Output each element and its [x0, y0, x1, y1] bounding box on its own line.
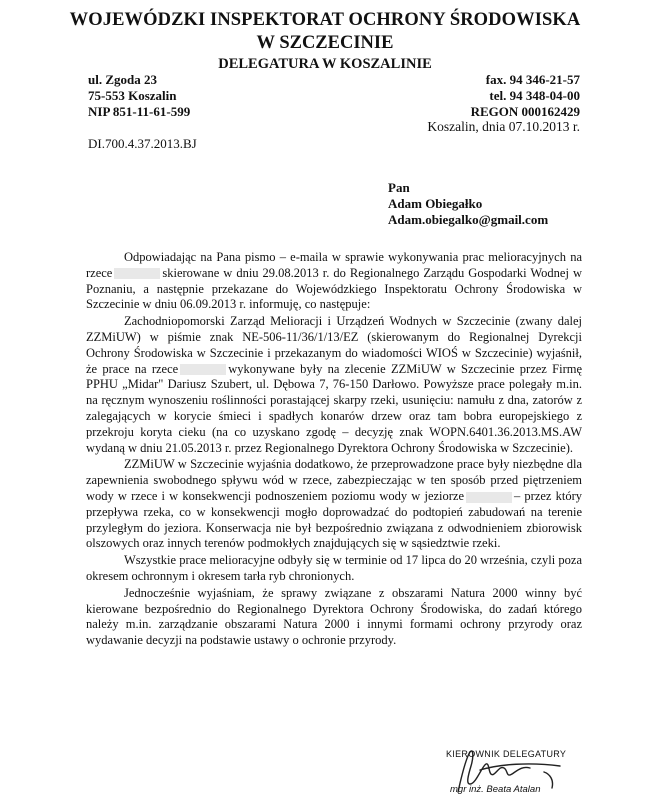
delegation-name: DELEGATURA W KOSZALINIE: [218, 56, 432, 72]
contact-block: [440, 72, 580, 120]
institution-city: W SZCZECINIE: [256, 33, 394, 53]
reference-number: DI.700.4.37.2013.BJ: [88, 136, 197, 151]
redaction: [114, 268, 160, 279]
redaction: [466, 492, 512, 503]
address-block: [88, 72, 190, 120]
postal-city: 75-553 Koszalin: [88, 88, 177, 103]
paragraph: Jednocześnie wyjaśniam, że sprawy związane z obszarami Natura 2000 winny być kierowane bezpośrednio do Regionalnego Dyrektora Ochrony Środowiska, do zadań którego należy m.in. zarządzanie obszarami Natura 2000 i innymi formami ochrony przyrody oraz wydawanie decyzji na podstawie ustawy o ochronie przyrody.: [86, 585, 582, 648]
letter-date: Koszalin, dnia 07.10.2013 r.: [427, 119, 580, 134]
stamp-title: KIEROWNIK DELEGATURY: [446, 749, 567, 759]
stamp-name: mgr inż. Beata Atalan: [450, 784, 541, 795]
signature-stamp: [440, 744, 590, 800]
paragraph: Odpowiadając na Pana pismo – e-maila w sprawie wykonywania prac melioracyjnych na rzece skierowane w dniu 29.08.2013 r. do Regionalnego Zarządu Gospodarki Wodnej w Poznaniu, a następnie przekazane do Wojewódzkiego Inspektoratu Ochrony Środowiska w Szczecinie w dniu 06.09.2013 r. informuję, co następuje:: [86, 250, 582, 312]
regon: REGON 000162429: [470, 104, 580, 119]
phone: tel. 94 348-04-00: [489, 88, 580, 103]
paragraph: ZZMiUW w Szczecinie wyjaśnia dodatkowo, że przeprowadzone prace były niezbędne dla zapewnienia swobodnego spływu wód w rzece, zabezpieczając w ten sposób przed piętrzeniem wody w rzece i w konsekwencji podnoszeniem poziomu wody w jeziorze – przez który przepływa rzeka, co w konsekwencji mogło doprowadzać do podtopień zabudowań na terenie przyległym do jeziora. Konserwacja nie był bezpośrednio związana z odwodnieniem zbiorowisk olszowych oraz innych terenów podmokłych znajdujących się w sąsiedztwie rzeki.: [86, 457, 582, 551]
paragraph: Wszystkie prace melioracyjne odbyły się w terminie od 17 lipca do 20 września, czyli poza okresem ochronnym i okresem tarła ryb chronionych.: [86, 553, 582, 583]
street: ul. Zgoda 23: [88, 72, 157, 87]
redaction: [180, 364, 226, 375]
recipient-name: Adam Obiegałko: [388, 196, 483, 211]
paragraph: Zachodniopomorski Zarząd Melioracji i Urządzeń Wodnych w Szczecinie (zwany dalej ZZMiUW) w piśmie znak NE-506-11/36/1/13/EZ (skierowanym do Regionalnej Dyrekcji Ochrony Środowiska w Szczecinie i przekazanym do wiadomości WIOŚ w Szczecinie) wyjaśnił, że prace na rzece wykonywane były na zlecenie ZZMiUW w Szczecinie przez Firmę PPHU „Midar" Dariusz Szubert, ul. Dębowa 7, 76-150 Darłowo. Powyższe prace polegały m.in. na ręcznym wynoszeniu roślinności porastającej skarpy rzeki, usunięciu: namułu z dna, zatorów z zalegających w korycie śmieci i spadłych konarów drzew oraz tam bobra europejskiego z przekroju koryta cieku (na co uzyskano zgodę – decyzję znak WOPN.6401.36.2013.MS.AW wydaną w dniu 21.05.2013 r. przez Regionalnego Dyrektora Ochrony Środowiska w Szczecinie).: [86, 314, 582, 455]
fax: fax. 94 346-21-57: [485, 72, 580, 87]
institution-name: WOJEWÓDZKI INSPEKTORAT OCHRONY ŚRODOWISKA: [69, 10, 581, 30]
letter-body: [86, 250, 582, 650]
recipient-block: [388, 180, 548, 228]
recipient-salutation: Pan: [388, 180, 410, 195]
recipient-email: Adam.obiegalko@gmail.com: [388, 212, 549, 227]
nip: NIP 851-11-61-599: [88, 104, 191, 119]
